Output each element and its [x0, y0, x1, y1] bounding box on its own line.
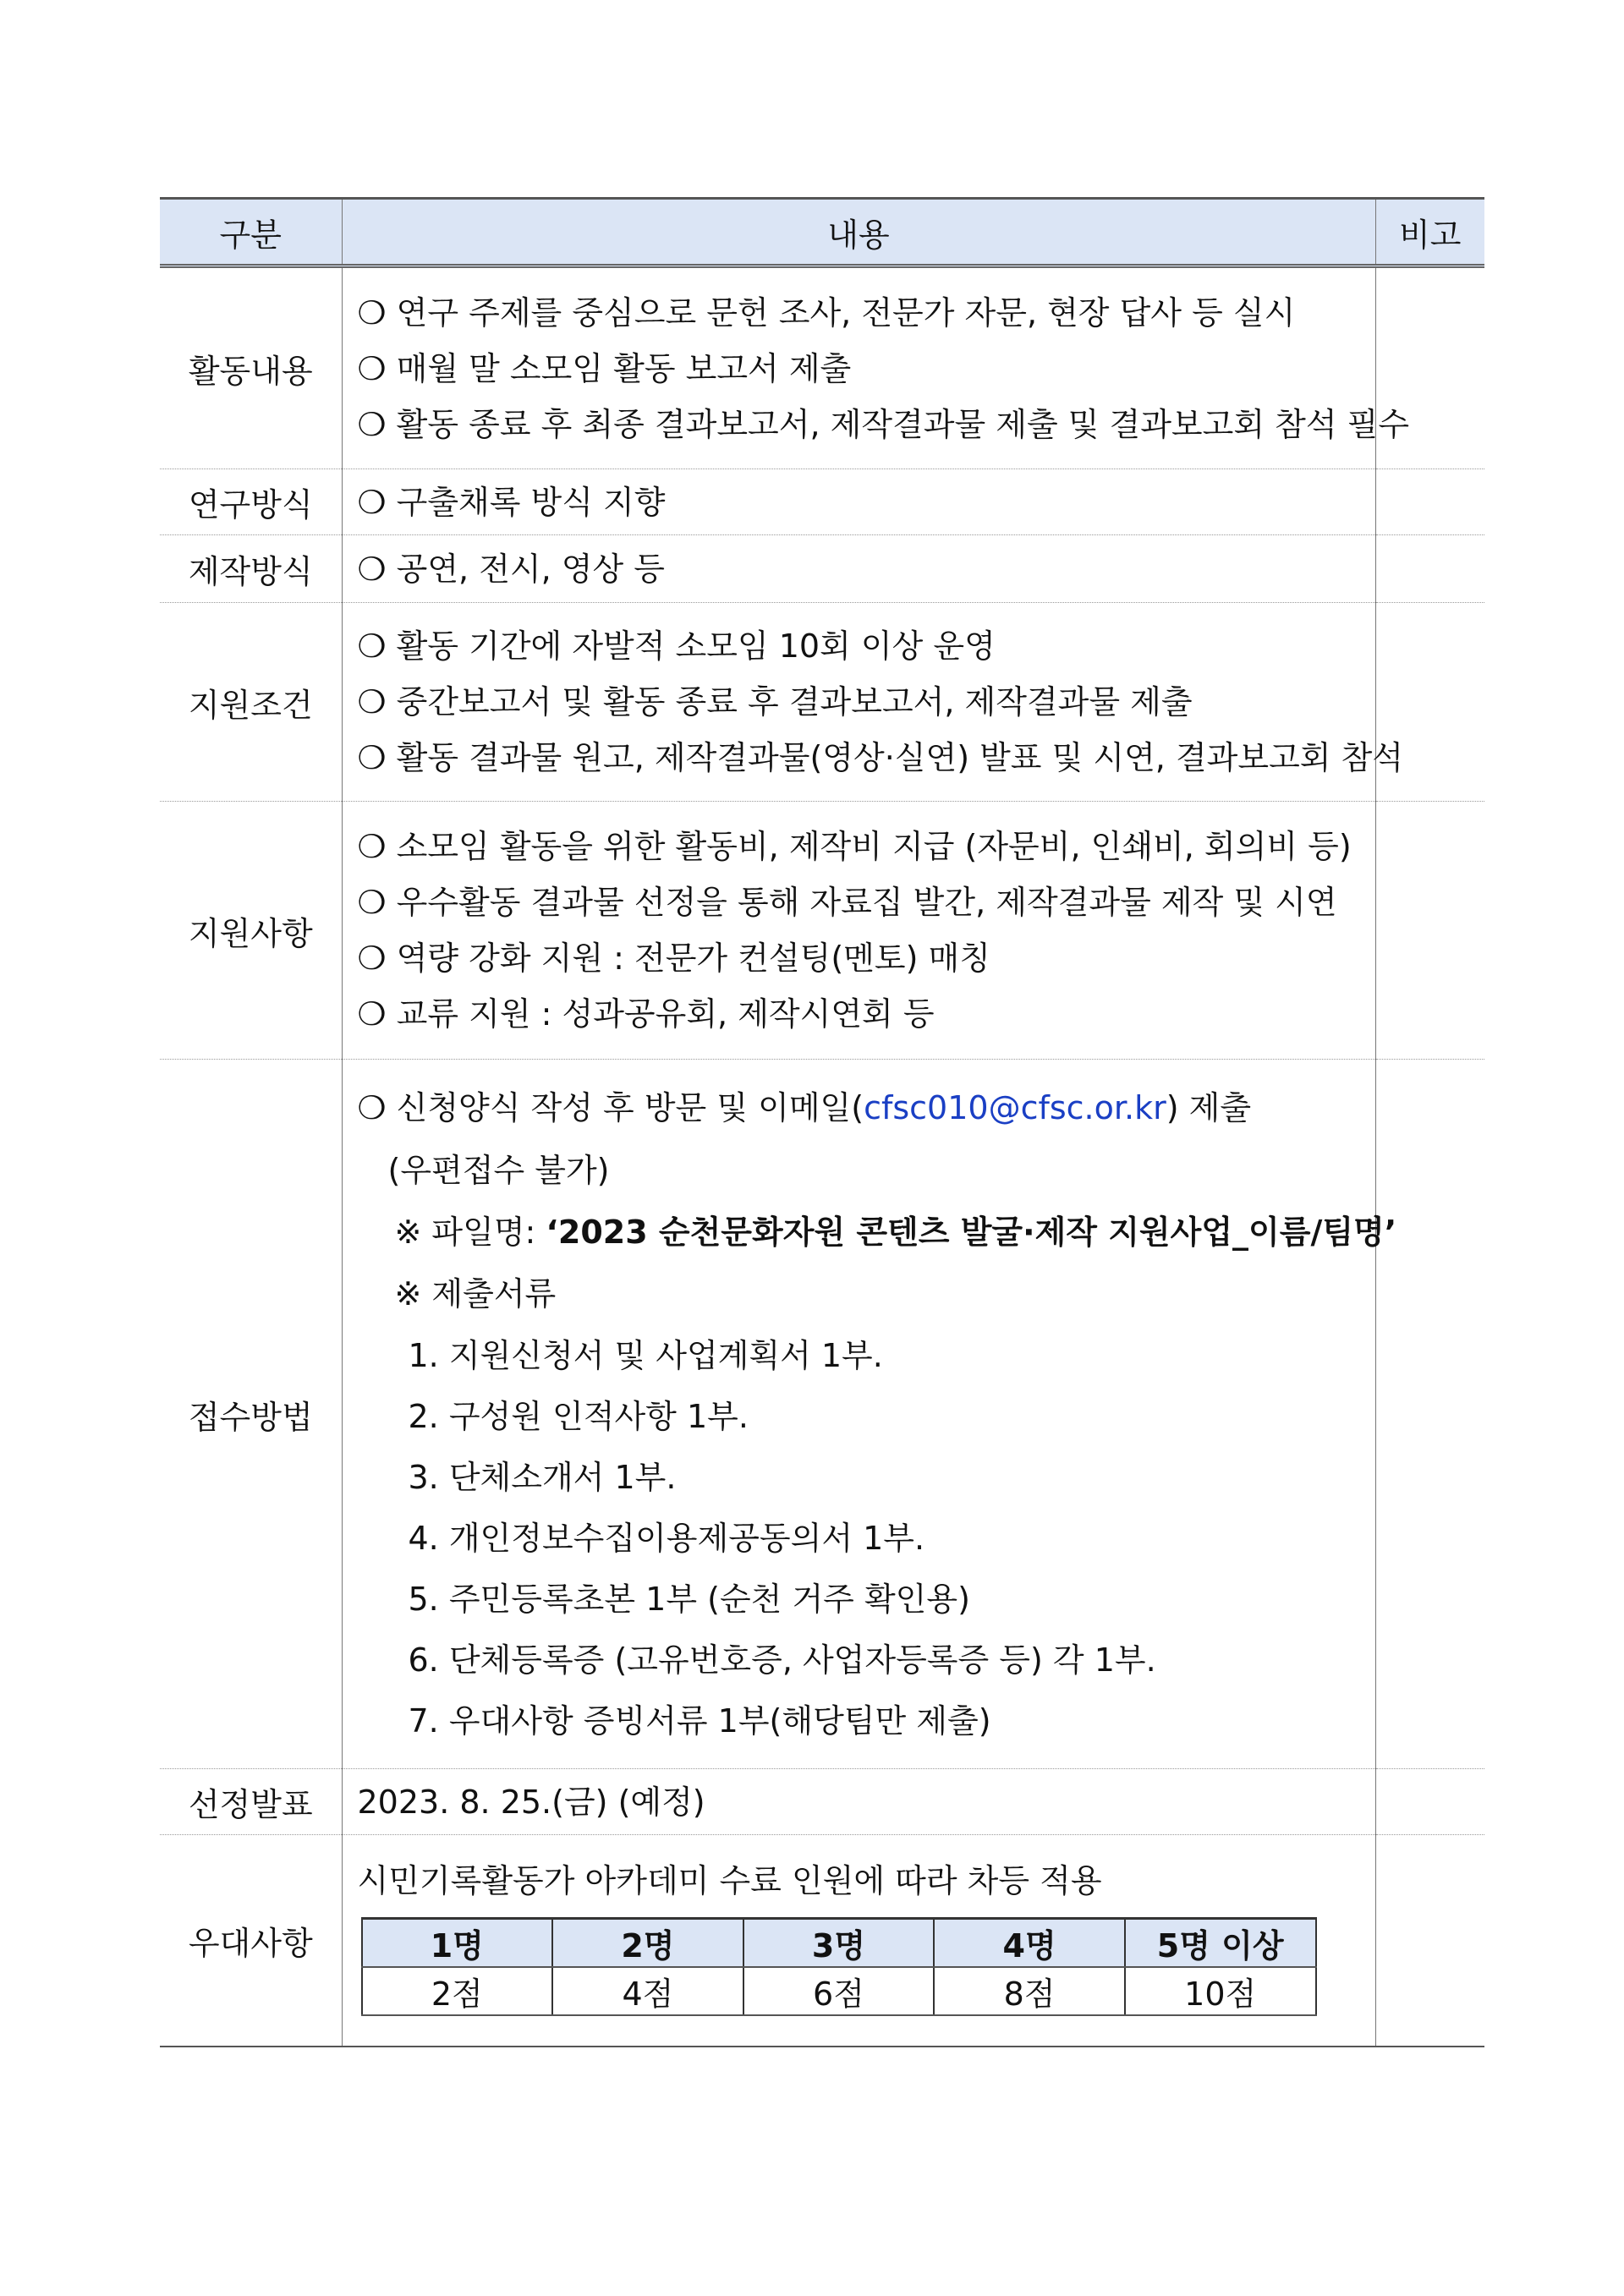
list-item: 3. 단체소개서 1부.: [408, 1459, 677, 1496]
table-row: [160, 603, 1484, 802]
list-item: ❍ 교류 지원 : 성과공유회, 제작시연회 등: [357, 995, 935, 1033]
list-item: 4. 개인정보수집이용제공동의서 1부.: [408, 1520, 925, 1557]
table-row: [160, 535, 1484, 603]
list-item: ❍ 구출채록 방식 지향: [357, 483, 666, 521]
points-value: 2점: [362, 1967, 553, 2015]
list-item: 5. 주민등록초본 1부 (순천 거주 확인용): [408, 1581, 970, 1618]
points-header: 5명 이상: [1125, 1918, 1316, 1967]
header-remarks: 비고: [1375, 199, 1484, 266]
list-item: ❍ 역량 강화 지원 : 전문가 컨설팅(멘토) 매칭: [357, 940, 990, 977]
table-header: [160, 199, 1484, 266]
table-row: [160, 469, 1484, 535]
header-category: 구분: [160, 199, 342, 266]
row-label: 접수방법: [160, 1060, 342, 1769]
row-remarks: [1375, 1060, 1484, 1769]
points-header: 4명: [934, 1918, 1125, 1967]
table-row: [160, 1769, 1484, 1835]
points-header: 3명: [743, 1918, 935, 1967]
points-value: 6점: [743, 1967, 935, 2015]
points-value: 4점: [552, 1967, 743, 2015]
list-item: ❍ 활동 기간에 자발적 소모임 10회 이상 운영: [357, 627, 996, 665]
row-label: 지원사항: [160, 802, 342, 1060]
list-item: (우편접수 불가): [387, 1152, 610, 1189]
points-value: 10점: [1125, 1967, 1316, 2015]
list-item: 6. 단체등록증 (고유번호증, 사업자등록증 등) 각 1부.: [408, 1641, 1156, 1679]
list-item: [358, 1202, 1397, 1263]
row-remarks: [1375, 1769, 1484, 1835]
row-remarks: [1375, 1835, 1484, 2047]
document-page: [160, 197, 1484, 2047]
row-content: [342, 802, 1375, 1060]
submission-text: ❍ 신청양식 작성 후 방문 및 이메일(: [357, 1089, 864, 1126]
row-label: 연구방식: [160, 469, 342, 535]
row-label: 우대사항: [160, 1835, 342, 2047]
row-content: [342, 1060, 1397, 1769]
filename-label: ※ 파일명:: [394, 1214, 546, 1251]
list-item: ❍ 소모임 활동을 위한 활동비, 제작비 지급 (자문비, 인쇄비, 회의비 등): [357, 828, 1352, 865]
row-label: 제작방식: [160, 535, 342, 603]
table-row: [160, 802, 1484, 1060]
row-content: [342, 1769, 1375, 1835]
announcement-date: 2023. 8. 25.(금) (예정): [357, 1783, 705, 1821]
table-row: [160, 266, 1484, 469]
list-item: ❍ 활동 결과물 원고, 제작결과물(영상·실연) 발표 및 시연, 결과보고회 참석: [357, 739, 1403, 776]
points-header: 2명: [552, 1918, 743, 1967]
info-table: [160, 197, 1484, 2047]
list-item: ❍ 공연, 전시, 영상 등: [357, 550, 665, 588]
header-content: 내용: [342, 199, 1375, 266]
row-content: [342, 1835, 1375, 2047]
submission-text: ) 제출: [1166, 1089, 1252, 1126]
row-content: [342, 603, 1403, 802]
table-row: [160, 1060, 1484, 1769]
row-content: [342, 469, 1375, 535]
list-item: 7. 우대사항 증빙서류 1부(해당팀만 제출): [408, 1702, 991, 1740]
row-remarks: [1375, 535, 1484, 603]
list-item: 2. 구성원 인적사항 1부.: [408, 1398, 749, 1435]
row-content: [342, 535, 1375, 603]
table-row: [160, 1835, 1484, 2047]
list-item: ※ 제출서류: [394, 1275, 557, 1312]
list-item: ❍ 우수활동 결과물 선정을 통해 자료집 발간, 제작결과물 제작 및 시연: [357, 884, 1337, 921]
row-content: [342, 266, 1410, 469]
list-item: ❍ 활동 종료 후 최종 결과보고서, 제작결과물 제출 및 결과보고회 참석 필수: [357, 405, 1410, 443]
list-item: ❍ 연구 주제를 중심으로 문헌 조사, 전문가 자문, 현장 답사 등 실시: [357, 293, 1296, 332]
preference-text: 시민기록활동가 아카데미 수료 인원에 따라 차등 적용: [357, 1861, 1102, 1899]
row-label: 활동내용: [160, 266, 342, 469]
list-item: ❍ 중간보고서 및 활동 종료 후 결과보고서, 제작결과물 제출: [357, 683, 1193, 721]
row-label: 지원조건: [160, 603, 342, 802]
points-table: [361, 1917, 1317, 2016]
list-item: 1. 지원신청서 및 사업계획서 1부.: [408, 1337, 883, 1374]
row-remarks: [1375, 469, 1484, 535]
row-remarks: [1375, 802, 1484, 1060]
email-link[interactable]: cfsc010@cfsc.or.kr: [864, 1089, 1166, 1126]
points-header-row: [362, 1918, 1316, 1967]
points-header: 1명: [362, 1918, 553, 1967]
row-label: 선정발표: [160, 1769, 342, 1835]
points-value: 8점: [934, 1967, 1125, 2015]
list-item: ❍ 매월 말 소모임 활동 보고서 제출: [357, 349, 852, 387]
filename-value: ‘2023 순천문화자원 콘텐츠 발굴·제작 지원사업_이름/팀명’: [546, 1214, 1397, 1251]
points-value-row: [362, 1967, 1316, 2015]
list-item: [358, 1077, 1375, 1139]
